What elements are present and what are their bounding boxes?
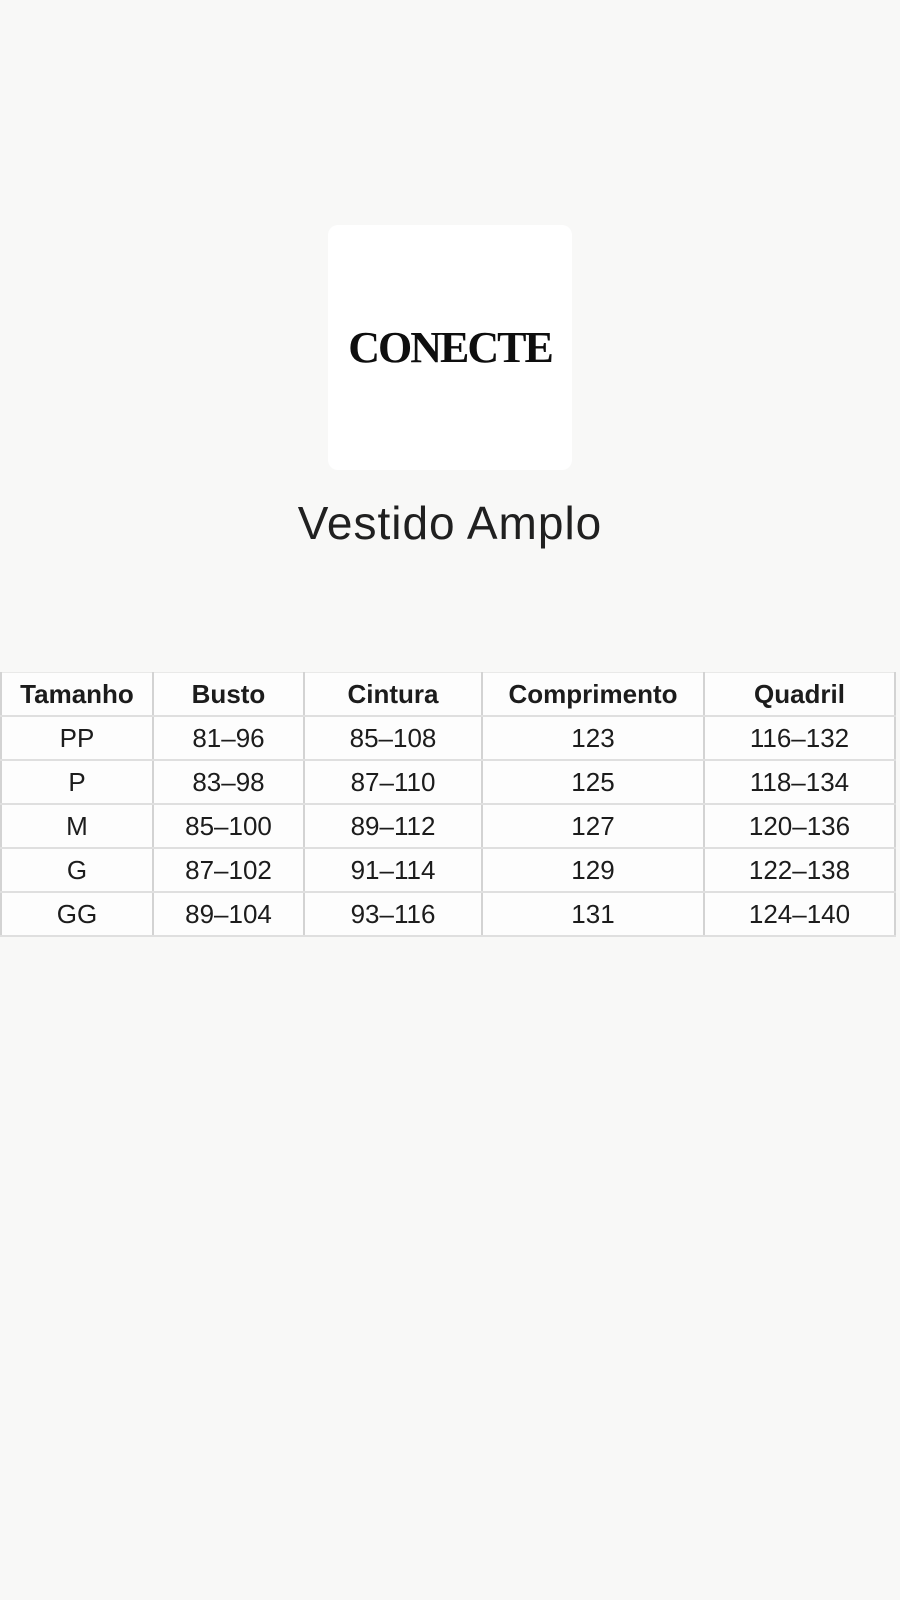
size-chart-table — [0, 672, 896, 937]
busto-cell: 89–104 — [153, 892, 304, 936]
busto-cell: 81–96 — [153, 716, 304, 760]
quadril-cell: 116–132 — [704, 716, 895, 760]
column-header-comprimento: Comprimento — [482, 673, 704, 717]
quadril-cell: 118–134 — [704, 760, 895, 804]
brand-logo-card — [328, 225, 572, 470]
size-label-cell: G — [1, 848, 153, 892]
cintura-cell: 93–116 — [304, 892, 482, 936]
comprimento-cell: 127 — [482, 804, 704, 848]
cintura-cell: 91–114 — [304, 848, 482, 892]
comprimento-cell: 131 — [482, 892, 704, 936]
brand-logo-text: CONECTE — [348, 323, 552, 372]
cintura-cell: 87–110 — [304, 760, 482, 804]
busto-cell: 85–100 — [153, 804, 304, 848]
column-header-tamanho: Tamanho — [1, 673, 153, 717]
comprimento-cell: 129 — [482, 848, 704, 892]
size-label-cell: GG — [1, 892, 153, 936]
quadril-cell: 124–140 — [704, 892, 895, 936]
column-header-quadril: Quadril — [704, 673, 895, 717]
column-header-cintura: Cintura — [304, 673, 482, 717]
comprimento-cell: 125 — [482, 760, 704, 804]
busto-cell: 83–98 — [153, 760, 304, 804]
table-row-p — [1, 760, 895, 804]
table-row-m — [1, 804, 895, 848]
quadril-cell: 120–136 — [704, 804, 895, 848]
size-label-cell: P — [1, 760, 153, 804]
comprimento-cell: 123 — [482, 716, 704, 760]
cintura-cell: 89–112 — [304, 804, 482, 848]
quadril-cell: 122–138 — [704, 848, 895, 892]
table-row-pp — [1, 716, 895, 760]
product-title: Vestido Amplo — [297, 497, 603, 549]
size-label-cell: M — [1, 804, 153, 848]
cintura-cell: 85–108 — [304, 716, 482, 760]
table-row-gg — [1, 892, 895, 936]
column-header-busto: Busto — [153, 673, 304, 717]
size-label-cell: PP — [1, 716, 153, 760]
size-chart-header-row — [1, 673, 895, 717]
busto-cell: 87–102 — [153, 848, 304, 892]
table-row-g — [1, 848, 895, 892]
